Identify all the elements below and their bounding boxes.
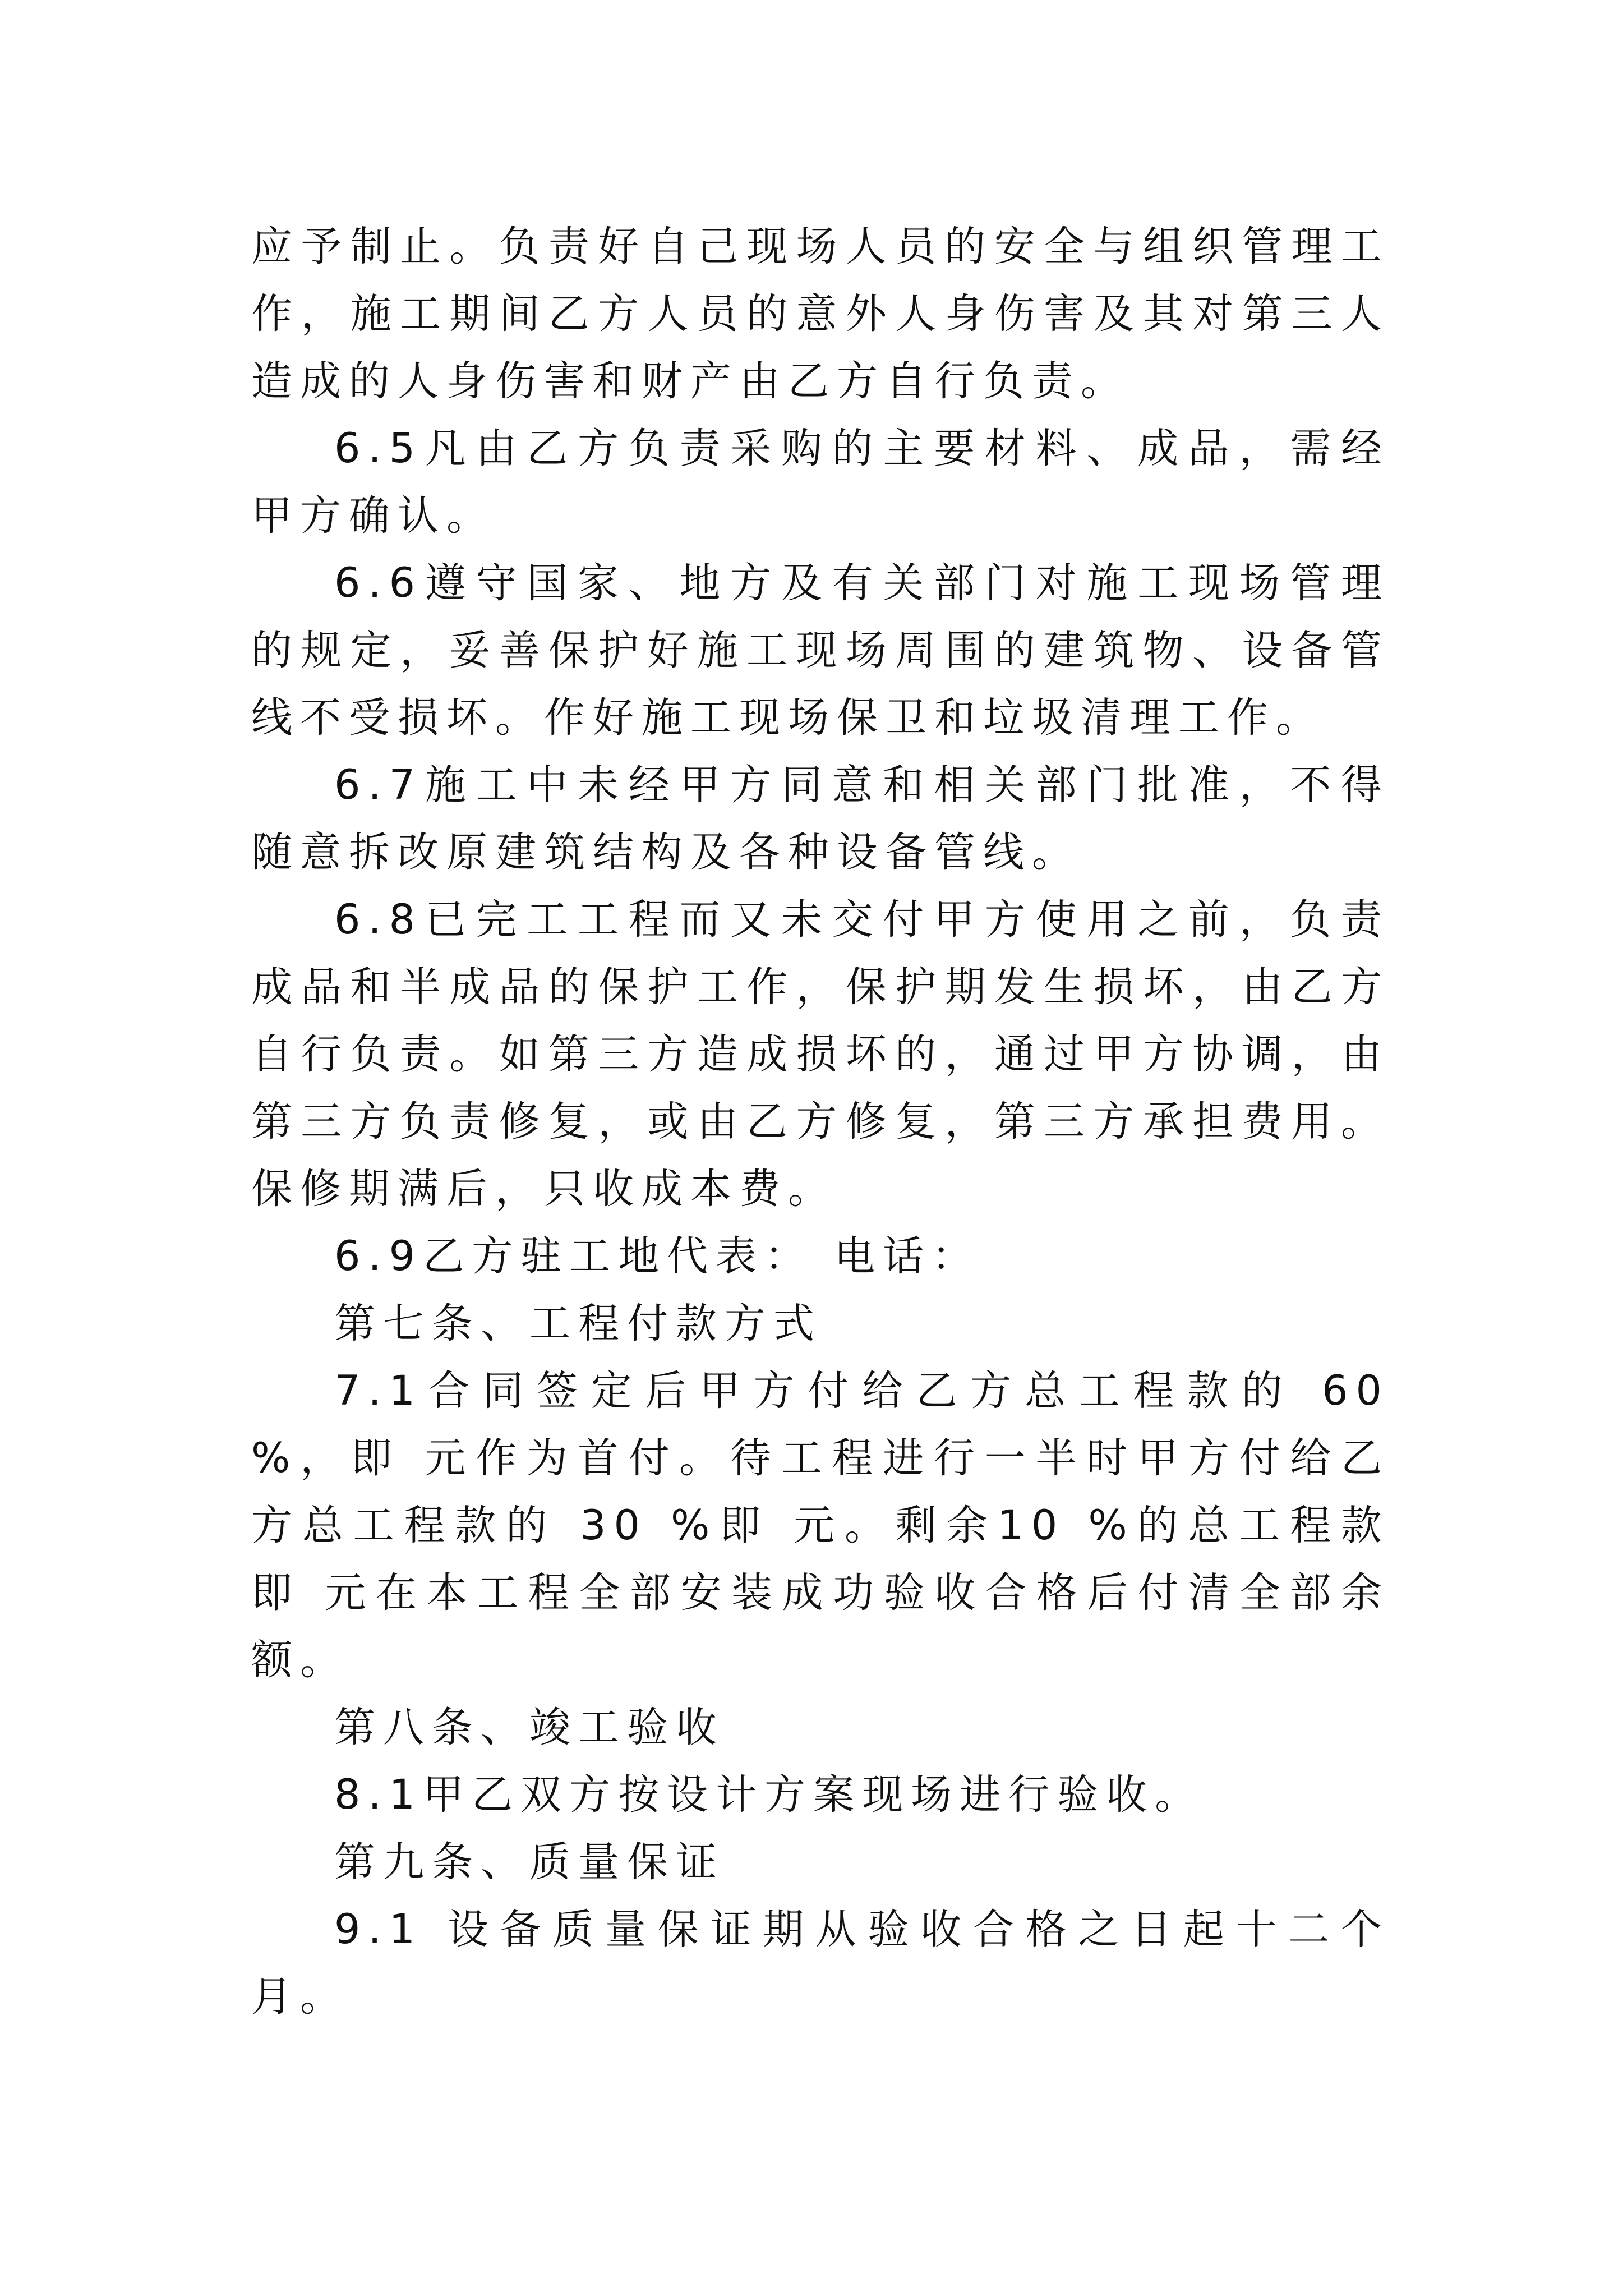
article-9-heading: 第九条、质量保证 xyxy=(334,1838,725,1886)
document-body xyxy=(251,213,1390,2031)
clause-8-1: 8.1甲乙双方按设计方案现场进行验收。 xyxy=(334,1771,1204,1819)
clause-6-5: 6.5凡由乙方负责采购的主要材料、成品，需经甲方确认。 xyxy=(251,425,1390,540)
clause-9-1: 9.1 设备质量保证期从验收合格之日起十二个月。 xyxy=(251,1906,1390,2021)
paragraph-6-4-continued: 应予制止。负责好自己现场人员的安全与组织管理工作，施工期间乙方人员的意外人身伤害及其对第三人造成的人身伤害和财产由乙方自行负责。 xyxy=(251,223,1390,405)
clause-6-8: 6.8已完工工程而又未交付甲方使用之前，负责成品和半成品的保护工作，保护期发生损坏，由乙方自行负责。如第三方造成损坏的，通过甲方协调，由第三方负责修复，或由乙方修复，第三方承担费用。保修期满后，只收成本费。 xyxy=(251,896,1390,1213)
clause-6-7: 6.7施工中未经甲方同意和相关部门批准，不得随意拆改原建筑结构及各种设备管线。 xyxy=(251,761,1390,876)
clause-7-1: 7.1合同签定后甲方付给乙方总工程款的 60 %，即 元作为首付。待工程进行一半时甲方付给乙方总工程款的 30 %即 元。剩余10 %的总工程款即 元在本工程全部安装成功验收合格后付清全部余额。 xyxy=(251,1367,1390,1684)
article-8-heading: 第八条、竣工验收 xyxy=(334,1704,725,1751)
clause-6-9: 6.9乙方驻工地代表： 电话： xyxy=(334,1232,981,1280)
article-7-heading: 第七条、工程付款方式 xyxy=(334,1300,822,1347)
clause-6-6: 6.6遵守国家、地方及有关部门对施工现场管理的规定，妥善保护好施工现场周围的建筑物、设备管线不受损坏。作好施工现场保卫和垃圾清理工作。 xyxy=(251,559,1390,742)
